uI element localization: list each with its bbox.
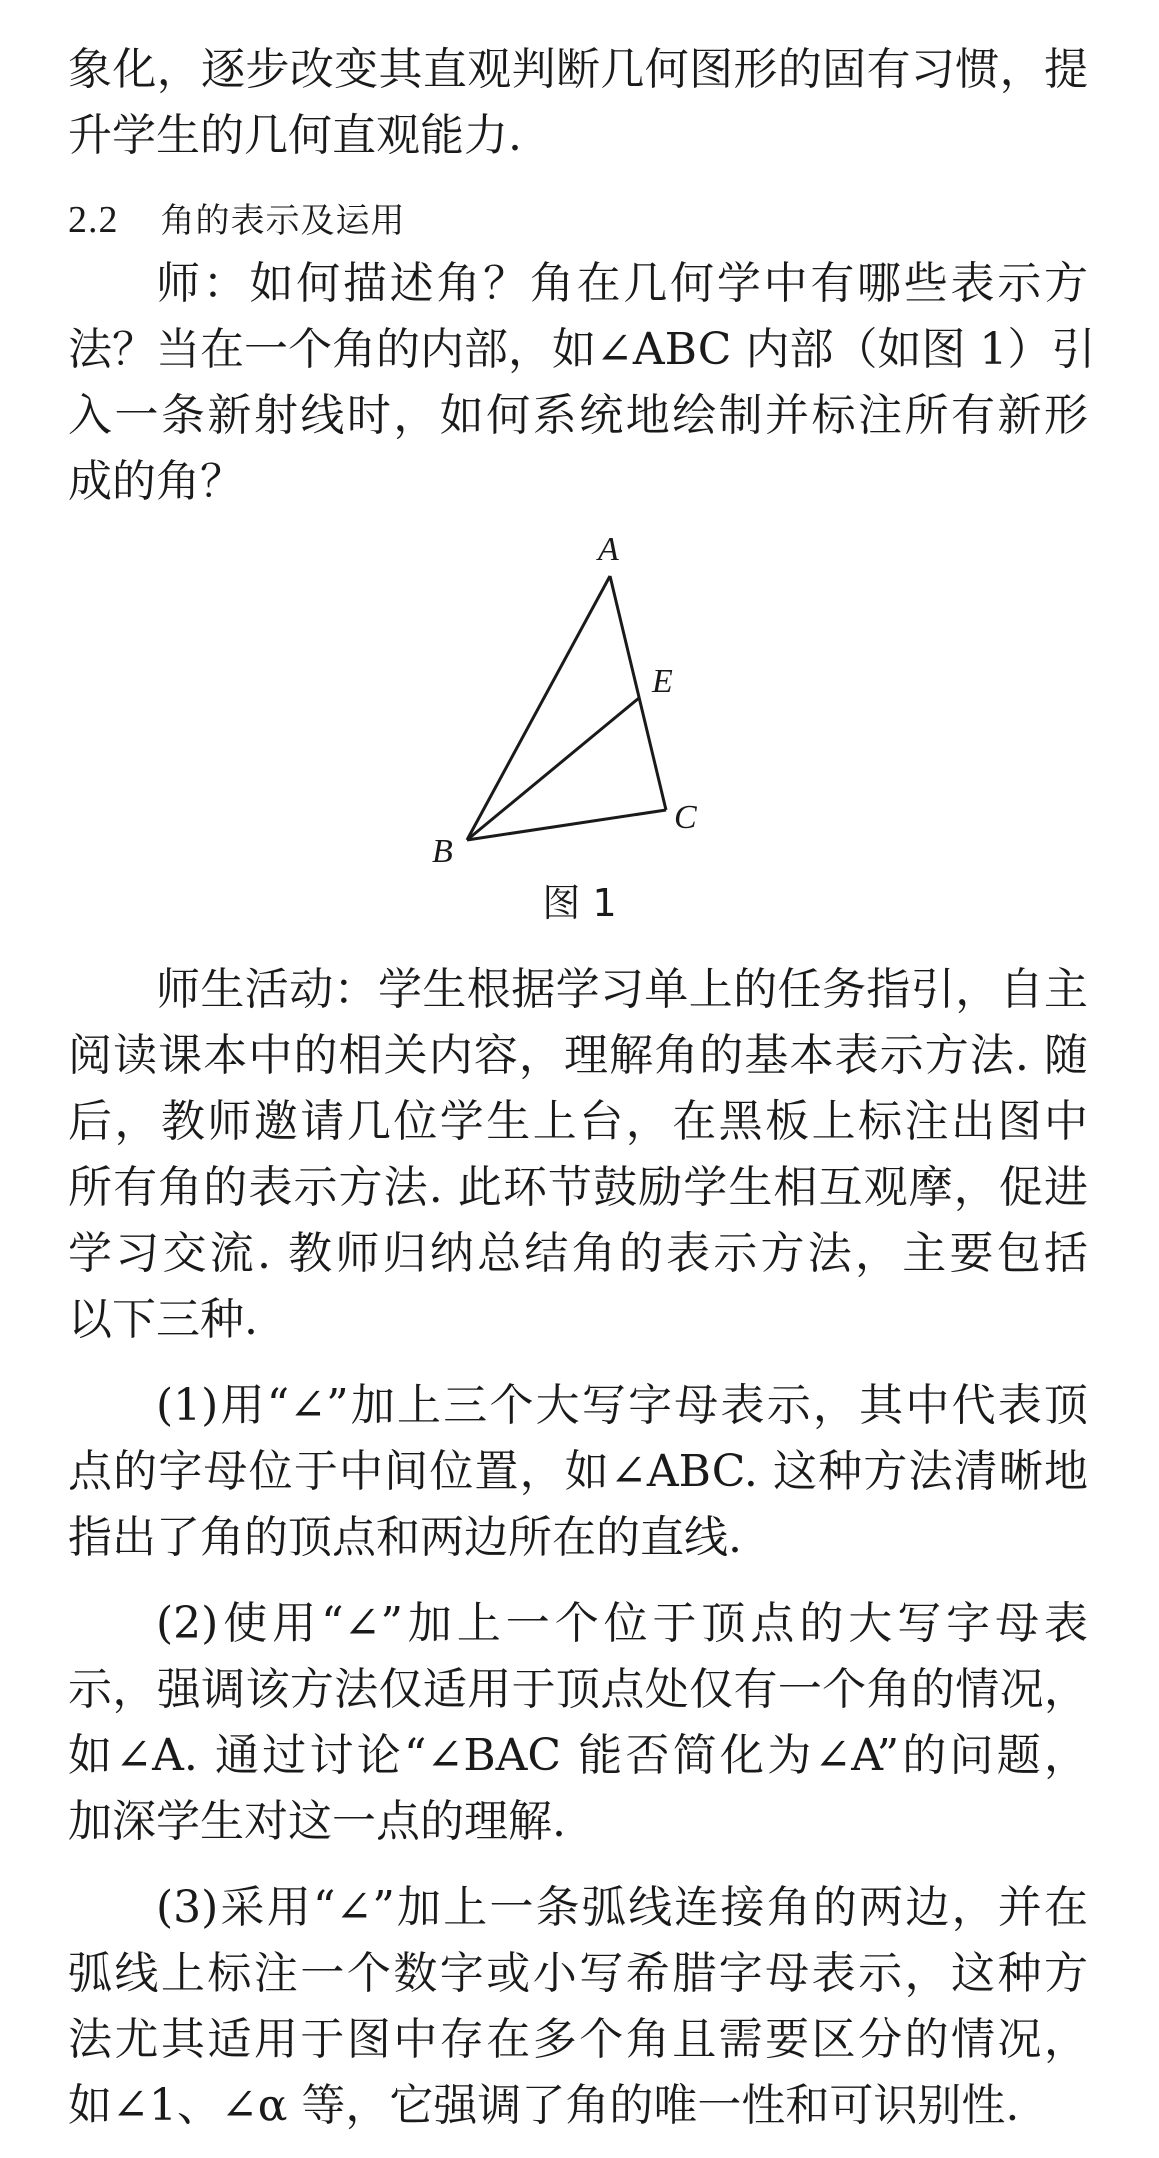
method-3-line-2: 弧线上标注一个数字或小写希腊字母表示，这种方 (68, 1948, 1088, 1999)
side-ab (467, 576, 610, 840)
intro-line-1: 象化，逐步改变其直观判断几何图形的固有习惯，提 (68, 44, 1088, 95)
figure-1-triangle (420, 530, 740, 870)
activity-line-5: 学习交流. 教师归纳总结角的表示方法，主要包括 (68, 1228, 1088, 1279)
label-e: E (652, 663, 673, 700)
method-2-line-3: 如∠A. 通过讨论“∠BAC 能否简化为∠A”的问题， (68, 1730, 1088, 1781)
figure-caption: 图 1 (542, 881, 617, 925)
question-line-1: 师：如何描述角？角在几何学中有哪些表示方 (156, 258, 1088, 309)
activity-line-3: 后，教师邀请几位学生上台，在黑板上标注出图中 (68, 1096, 1088, 1147)
activity-line-4: 所有角的表示方法. 此环节鼓励学生相互观摩，促进 (68, 1162, 1088, 1213)
section-number: 2.2 (68, 199, 119, 241)
method-1-line-1: (1)用“∠”加上三个大写字母表示，其中代表顶 (156, 1380, 1088, 1431)
label-c: C (674, 799, 697, 836)
question-line-3: 入一条新射线时，如何系统地绘制并标注所有新形 (68, 390, 1088, 441)
method-1-line-3: 指出了角的顶点和两边所在的直线. (68, 1512, 742, 1563)
label-b: B (432, 833, 453, 870)
label-a: A (598, 531, 619, 568)
question-line-4: 成的角？ (68, 456, 244, 507)
section-title: 角的表示及运用 (160, 201, 406, 241)
method-3-line-1: (3)采用“∠”加上一条弧线连接角的两边，并在 (156, 1882, 1088, 1933)
activity-line-6: 以下三种. (68, 1294, 258, 1345)
method-3-line-4: 如∠1、∠α 等，它强调了角的唯一性和可识别性. (68, 2080, 1020, 2131)
activity-line-2: 阅读课本中的相关内容，理解角的基本表示方法. 随 (68, 1030, 1088, 1081)
intro-line-2: 升学生的几何直观能力. (68, 110, 522, 161)
question-line-2: 法？当在一个角的内部，如∠ABC 内部（如图 1）引 (68, 324, 1096, 375)
method-2-line-2: 示，强调该方法仅适用于顶点处仅有一个角的情况， (68, 1664, 1088, 1715)
method-2-line-4: 加深学生对这一点的理解. (68, 1796, 566, 1847)
section-heading (68, 192, 1088, 249)
method-1-line-2: 点的字母位于中间位置，如∠ABC. 这种方法清晰地 (68, 1446, 1088, 1497)
method-2-line-1: (2)使用“∠”加上一个位于顶点的大写字母表 (156, 1598, 1088, 1649)
method-3-line-3: 法尤其适用于图中存在多个角且需要区分的情况， (68, 2014, 1088, 2065)
activity-line-1: 师生活动：学生根据学习单上的任务指引，自主 (156, 964, 1088, 1015)
